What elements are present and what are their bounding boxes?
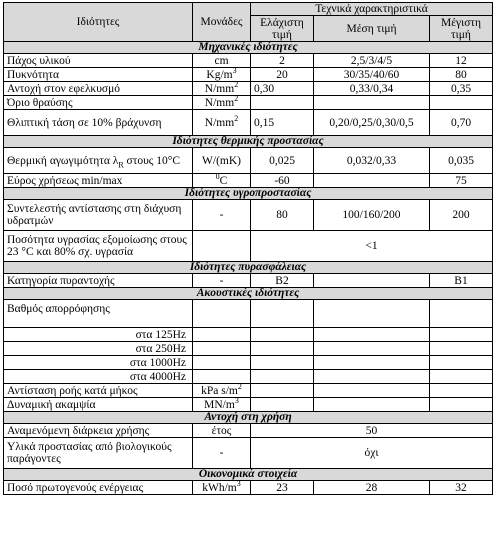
row-min: 20	[251, 68, 314, 82]
row-unit: $^0$C	[193, 174, 251, 188]
row-unit: kWh/$m^3$	[193, 481, 251, 495]
table-row	[4, 370, 493, 384]
row-unit: έτος	[193, 424, 251, 438]
row-avg: <1	[251, 231, 493, 262]
row-max: 12	[430, 54, 493, 68]
section-acoustic: Ακουστικές ιδιότητες	[4, 288, 493, 300]
row-label: Βαθμός απορρόφησης	[4, 300, 193, 328]
header-avg: Μέση τιμή	[314, 16, 430, 42]
row-label: Αντίσταση ροής κατά μήκος	[4, 384, 193, 398]
table-row	[4, 481, 493, 495]
header-unit: Μονάδες	[193, 3, 251, 42]
row-avg: 0,33/0,34	[314, 82, 430, 96]
row-label: στα 4000Hz	[4, 370, 193, 384]
row-label: Δυναμική ακαμψία	[4, 398, 193, 412]
row-min: -60	[251, 174, 314, 188]
table-row	[4, 231, 493, 262]
table-row	[4, 148, 493, 174]
row-label: στα 125Hz	[4, 328, 193, 342]
table-row	[4, 356, 493, 370]
row-unit: $N/mm^2$	[193, 110, 251, 136]
row-avg: 30/35/40/60	[314, 68, 430, 82]
section-mechanical: Μηχανικές ιδιότητες	[4, 42, 493, 54]
row-min	[251, 96, 314, 110]
row-avg: 0,032/0,33	[314, 148, 430, 174]
row-label: στα 1000Hz	[4, 356, 193, 370]
section-thermal: Ιδιότητες θερμικής προστασίας	[4, 136, 493, 148]
row-avg: 0,20/0,25/0,30/0,5	[314, 110, 430, 136]
table-row	[4, 54, 493, 68]
row-min: B2	[251, 274, 314, 288]
row-max: 0,70	[430, 110, 493, 136]
row-max	[430, 96, 493, 110]
row-label: Αντοχή στον εφελκυσμό	[4, 82, 193, 96]
table-row	[4, 300, 493, 328]
row-min: 23	[251, 481, 314, 495]
row-unit: $N/mm^2$	[193, 96, 251, 110]
row-avg: 28	[314, 481, 430, 495]
row-min: 2	[251, 54, 314, 68]
row-label: Υλικά προστασίας από βιολογικούς παράγοντες	[4, 438, 193, 469]
row-min: 0,30	[251, 82, 314, 96]
section-usage: Αντοχή στη χρήση	[4, 412, 493, 424]
table-row	[4, 384, 493, 398]
table-row	[4, 424, 493, 438]
row-avg: 100/160/200	[314, 200, 430, 231]
table-row	[4, 398, 493, 412]
row-max: 80	[430, 68, 493, 82]
section-economic: Οικονομικά στοιχεία	[4, 469, 493, 481]
table-row	[4, 174, 493, 188]
row-avg	[314, 274, 430, 288]
row-avg: όχι	[251, 438, 493, 469]
row-min: 0,15	[251, 110, 314, 136]
row-avg: 2,5/3/4/5	[314, 54, 430, 68]
row-max: 0,35	[430, 82, 493, 96]
table-row	[4, 342, 493, 356]
row-unit: $MN/m^3$	[193, 398, 251, 412]
row-unit: $N/mm^2$	[193, 82, 251, 96]
row-unit: $Kg/m^3$	[193, 68, 251, 82]
row-label: Θερμική αγωγιμότητα $\lambda_R$ στους 10°C	[4, 148, 193, 174]
row-avg	[314, 96, 430, 110]
header-tech: Τεχνικά χαρακτηριστικά	[251, 3, 493, 16]
table-row	[4, 96, 493, 110]
table-row	[4, 82, 493, 96]
section-moisture: Ιδιότητες υγροπροστασίας	[4, 188, 493, 200]
table-row	[4, 68, 493, 82]
table-row	[4, 110, 493, 136]
table-row	[4, 200, 493, 231]
row-avg	[314, 174, 430, 188]
row-label: Αναμενόμενη διάρκεια χρήσης	[4, 424, 193, 438]
table-row	[4, 438, 493, 469]
row-label: Όριο θραύσης	[4, 96, 193, 110]
row-max: 200	[430, 200, 493, 231]
row-unit: W/(mK)	[193, 148, 251, 174]
row-label: Συντελεστής αντίστασης στη διάχυση υδρατμών	[4, 200, 193, 231]
row-min: 0,025	[251, 148, 314, 174]
header-max: Μέγιστη τιμή	[430, 16, 493, 42]
row-unit: -	[193, 200, 251, 231]
header-min: Ελάχιστη τιμή	[251, 16, 314, 42]
row-label: Θλιπτική τάση σε 10% βράχυνση	[4, 110, 193, 136]
row-unit: kPa $s/m^2$	[193, 384, 251, 398]
row-unit: -	[193, 274, 251, 288]
row-unit: -	[193, 438, 251, 469]
row-label: στα 250Hz	[4, 342, 193, 356]
technical-spec-table	[3, 2, 493, 495]
row-min: 80	[251, 200, 314, 231]
row-label: Κατηγορία πυραντοχής	[4, 274, 193, 288]
table-row	[4, 328, 493, 342]
row-label: Ποσότητα υγρασίας εξομοίωσης στους 23 °C και 80% σχ. υγρασία	[4, 231, 193, 262]
row-label: Ποσό πρωτογενούς ενέργειας	[4, 481, 193, 495]
row-unit: cm	[193, 54, 251, 68]
section-fire: Ιδιότητες πυρασφάλειας	[4, 262, 493, 274]
row-max: B1	[430, 274, 493, 288]
header-property: Ιδιότητες	[4, 3, 193, 42]
row-avg: 50	[251, 424, 493, 438]
spec-table-container	[3, 2, 492, 495]
row-max: 32	[430, 481, 493, 495]
row-max: 0,035	[430, 148, 493, 174]
row-label: Πάχος υλικού	[4, 54, 193, 68]
row-label: Πυκνότητα	[4, 68, 193, 82]
row-unit	[193, 231, 251, 262]
row-max: 75	[430, 174, 493, 188]
table-row	[4, 274, 493, 288]
row-label: Εύρος χρήσεως min/max	[4, 174, 193, 188]
